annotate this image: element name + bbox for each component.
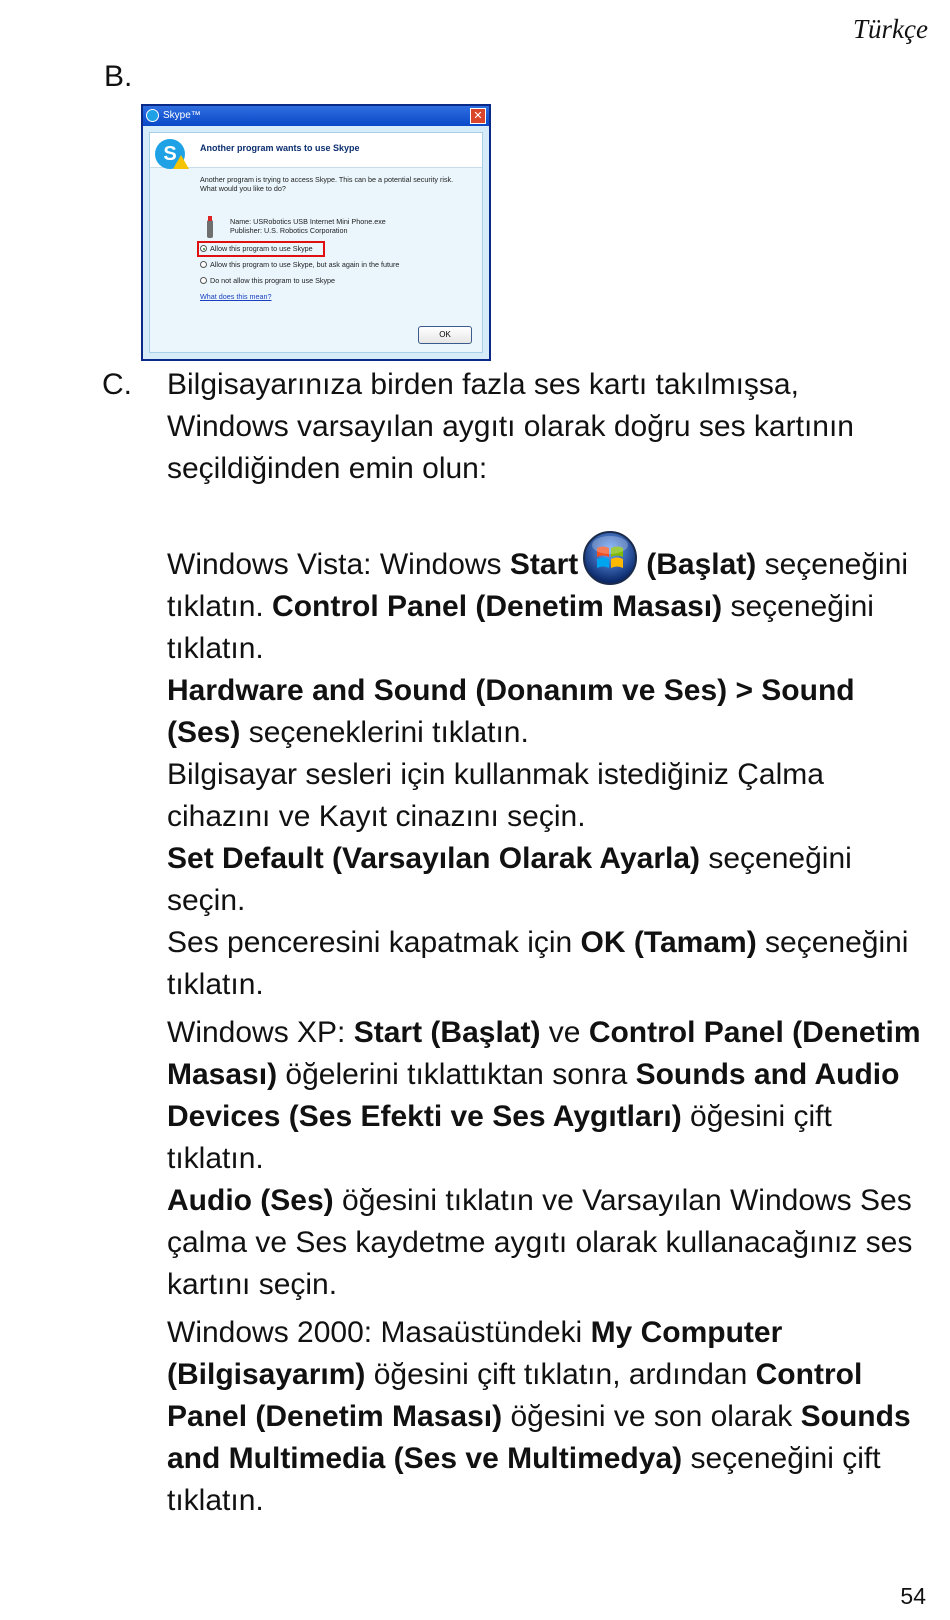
xp-instructions: [167, 1012, 927, 1180]
text: öğesini çift tıklatın, ardından: [365, 1358, 756, 1391]
xp-step-audio: [167, 1180, 927, 1306]
program-info: [230, 217, 386, 235]
dialog-content: [149, 132, 483, 353]
dialog-title: Skype™: [163, 110, 201, 121]
text: ve: [540, 1016, 589, 1049]
text: Ses penceresini kapatmak için: [167, 926, 581, 959]
text: seçeneğini tıklatın.: [167, 548, 909, 623]
dialog-header: [150, 133, 482, 168]
skype-small-icon: [146, 109, 159, 122]
w2000-instructions: [167, 1312, 927, 1522]
text: öğelerini tıklattıktan sonra: [277, 1058, 636, 1091]
bold-text: Start (Başlat): [353, 1016, 541, 1049]
windows-start-orb-icon: [582, 530, 638, 586]
program-publisher: Publisher: U.S. Robotics Corporation: [230, 226, 348, 235]
option-allow-ask-label: Allow this program to use Skype, but ask again in the future: [210, 260, 400, 269]
radio-selected-icon: [200, 245, 207, 252]
text: seçeneğini seçin.: [167, 842, 852, 917]
vista-step-ok: [167, 922, 927, 1006]
bold-text: Control Panel (Denetim Masası): [272, 590, 723, 623]
warning-icon: [173, 155, 189, 169]
help-link[interactable]: What does this mean?: [200, 292, 272, 301]
option-allow[interactable]: [200, 244, 313, 254]
text: seçeneğini tıklatın.: [167, 590, 874, 665]
bold-text: OK (Tamam): [580, 926, 757, 959]
close-button[interactable]: ✕: [470, 108, 486, 124]
text: seçeneğini çift tıklatın.: [167, 1442, 881, 1517]
bold-text: Start: [509, 548, 579, 581]
program-name: Name: USRobotics USB Internet Mini Phone.exe: [230, 217, 386, 226]
section-c-label: C.: [102, 368, 132, 401]
usb-phone-icon: [207, 220, 213, 238]
dialog-heading: Another program wants to use Skype: [200, 143, 360, 153]
text: seçeneklerini tıklatın.: [240, 716, 529, 749]
text: seçeneğini tıklatın.: [167, 926, 909, 1001]
bold-text: Hardware and Sound (Donanım ve Ses) > Sound (Ses): [167, 674, 855, 749]
language-label: Türkçe: [853, 14, 928, 44]
section-b-label: B.: [104, 60, 133, 93]
radio-icon: [200, 261, 207, 268]
radio-icon: [200, 277, 207, 284]
page-number: 54: [900, 1583, 926, 1609]
bold-text: Control Panel (Denetim Masası): [167, 1016, 921, 1091]
text: Windows 2000: Masaüstündeki: [167, 1316, 591, 1349]
ok-button[interactable]: OK: [418, 326, 472, 344]
bold-text: Audio (Ses): [167, 1184, 334, 1217]
bold-text: Set Default (Varsayılan Olarak Ayarla): [167, 842, 701, 875]
option-deny[interactable]: [200, 276, 335, 286]
bold-text: Sounds and Multimedia (Ses ve Multimedya): [167, 1400, 911, 1475]
option-deny-label: Do not allow this program to use Skype: [210, 276, 336, 285]
vista-step-select: Bilgisayar sesleri için kullanmak istediğiniz Çalma cihazını ve Kayıt cinazını seçin.: [167, 758, 824, 833]
intro-paragraph: Bilgisayarınıza birden fazla ses kartı takılmışsa, Windows varsayılan aygıtı olarak doğru ses kartının seçildiğinden emin olun:: [167, 368, 854, 485]
instructions: [167, 364, 927, 1522]
dialog-message: [200, 175, 474, 193]
bold-text: Control Panel (Denetim Masası): [167, 1358, 863, 1433]
bold-text: My Computer (Bilgisayarım): [167, 1316, 783, 1391]
text: öğesini çift tıklatın.: [167, 1100, 832, 1175]
vista-step-default: [167, 838, 927, 922]
bold-text: (Başlat): [646, 548, 757, 581]
option-allow-label: Allow this program to use Skype: [210, 244, 313, 253]
text: Windows Vista: Windows: [167, 548, 510, 581]
bold-text: Sounds and Audio Devices (Ses Efekti ve Ses Aygıtları): [167, 1058, 900, 1133]
dialog-question: What would you like to do?: [200, 184, 286, 193]
skype-permission-dialog: [141, 104, 491, 361]
dialog-titlebar: [143, 106, 489, 126]
text: öğesini ve son olarak: [502, 1400, 801, 1433]
dialog-message-line: Another program is trying to access Skype. This can be a potential security risk.: [200, 175, 454, 184]
skype-logo-icon: S: [155, 139, 185, 169]
text: Windows XP:: [167, 1016, 354, 1049]
text: öğesini tıklatın ve Varsayılan Windows Ses çalma ve Ses kaydetme aygıtı olarak kullanacağınız ses kartını seçin.: [167, 1184, 913, 1301]
vista-step-sound: [167, 670, 927, 754]
option-allow-ask[interactable]: [200, 260, 399, 270]
vista-instructions: [167, 530, 927, 670]
